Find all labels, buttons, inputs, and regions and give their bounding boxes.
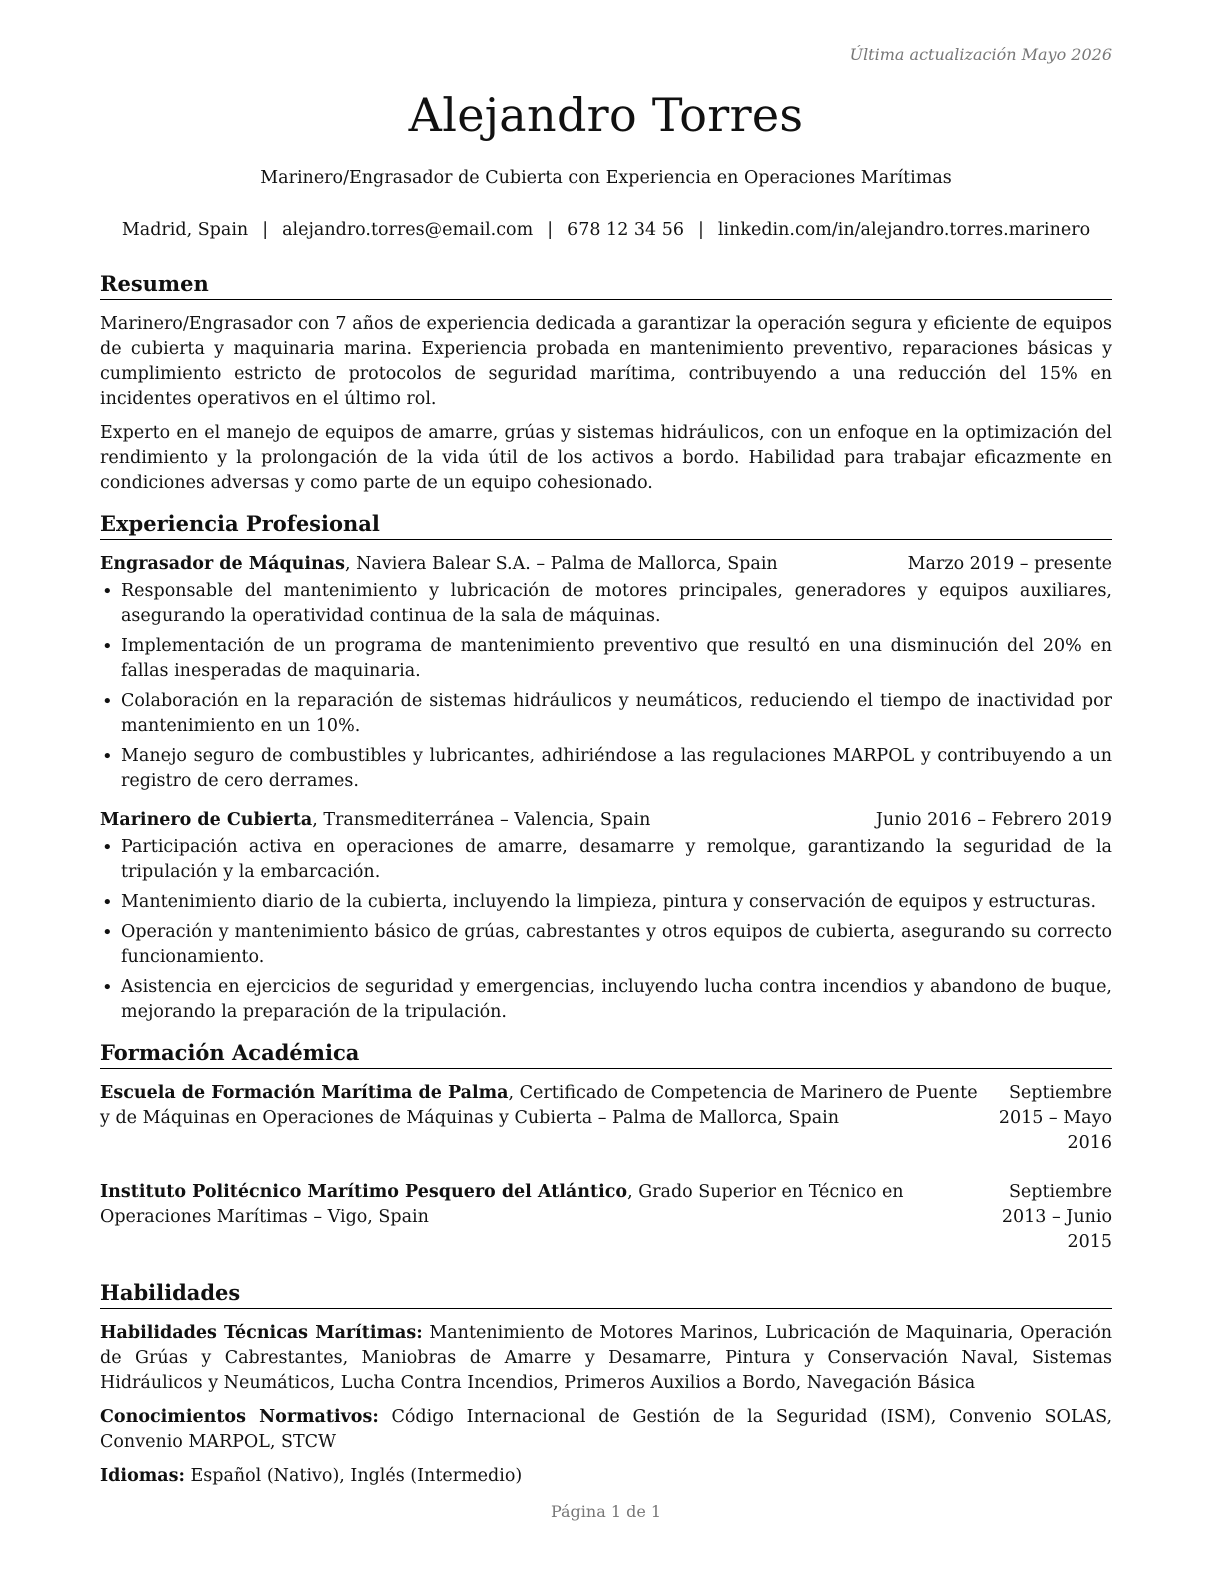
skill-value: Español (Nativo), Inglés (Intermedio): [184, 1466, 523, 1486]
job-bullets: [100, 835, 1112, 1025]
job-role: Marinero de Cubierta: [100, 810, 313, 830]
job-dates: Marzo 2019 – presente: [907, 554, 1112, 574]
contact-separator: |: [547, 220, 554, 240]
skill-group: [100, 1464, 1112, 1489]
education-section: [100, 1039, 1112, 1255]
education-item: [100, 1180, 1112, 1255]
section-title-skills: Habilidades: [100, 1279, 1112, 1309]
job-bullet: • Colaboración en la reparación de sistemas hidráulicos y neumáticos, reduciendo el tiempo de inactividad por mantenimiento en un 10%.: [100, 689, 1112, 739]
contact-email[interactable]: alejandro.torres@email.com: [282, 220, 534, 240]
job-bullets: [100, 579, 1112, 794]
job-role: Engrasador de Máquinas: [100, 554, 345, 574]
skill-group: [100, 1321, 1112, 1396]
job-bullet: • Participación activa en operaciones de amarre, desamarre y remolque, garantizando la seguridad de la tripulación y la embarcación.: [100, 835, 1112, 885]
job-bullet: • Manejo seguro de combustibles y lubricantes, adhiriéndose a las regulaciones MARPOL y contribuyendo a un registro de cero derrames.: [100, 744, 1112, 794]
section-title-education: Formación Académica: [100, 1039, 1112, 1069]
last-updated: Última actualización Mayo 2026: [849, 45, 1112, 64]
section-title-summary: Resumen: [100, 270, 1112, 300]
job-header: [100, 552, 1112, 577]
job-title-line: [100, 552, 778, 577]
job-company: , Naviera Balear S.A. – Palma de Mallorca, Spain: [344, 554, 778, 574]
skill-label: Conocimientos Normativos:: [100, 1407, 379, 1427]
skill-label: Idiomas:: [100, 1466, 185, 1486]
contact-line: [92, 220, 1120, 240]
summary-section: [100, 270, 1112, 496]
summary-paragraph: Experto en el manejo de equipos de amarre, grúas y sistemas hidráulicos, con un enfoque en la optimización del rendimiento y la prolongación de la vida útil de los activos a bordo. Habilidad para trabajar eficazmente en condiciones adversas y como parte de un equipo cohesionado.: [100, 423, 1112, 493]
summary-paragraph: Marinero/Engrasador con 7 años de experiencia dedicada a garantizar la operación segura y eficiente de equipos de cubierta y maquinaria marina. Experiencia probada en mantenimiento preventivo, reparaciones básicas y cumplimiento estricto de protocolos de seguridad marítima, contribuyendo a una reducción del 15% en incidentes operativos en el último rol.: [100, 314, 1112, 409]
skill-group: [100, 1405, 1112, 1455]
job-bullet: • Operación y mantenimiento básico de grúas, cabrestantes y otros equipos de cubierta, asegurando su correcto funcionamiento.: [100, 920, 1112, 970]
job-bullet: • Implementación de un programa de mantenimiento preventivo que resultó en una disminución del 20% en fallas inesperadas de maquinaria.: [100, 634, 1112, 684]
contact-separator: |: [262, 220, 269, 240]
section-title-experience: Experiencia Profesional: [100, 510, 1112, 540]
job-title-line: [100, 808, 650, 833]
job-bullet: • Asistencia en ejercicios de seguridad y emergencias, incluyendo lucha contra incendios y abandono de buque, mejorando la preparación de la tripulación.: [100, 975, 1112, 1025]
contact-phone[interactable]: 678 12 34 56: [567, 220, 684, 240]
skill-label: Habilidades Técnicas Marítimas:: [100, 1323, 423, 1343]
education-item: [100, 1081, 1112, 1156]
job-company: , Transmediterránea – Valencia, Spain: [312, 810, 651, 830]
skills-section: [100, 1279, 1112, 1489]
education-dates: Septiembre 2013 – Junio 2015: [1001, 1182, 1112, 1252]
education-description: [100, 1081, 980, 1131]
skill-value: Código Internacional de Gestión de la Seguridad (ISM), Convenio SOLAS, Convenio MARPOL, STCW: [100, 1407, 1113, 1452]
resume-content: [100, 270, 1112, 1503]
page-number: Página 1 de 1: [550, 1502, 662, 1521]
education-detail: , Grado Superior en Técnico en Operaciones Marítimas – Vigo, Spain: [100, 1182, 904, 1227]
experience-section: [100, 510, 1112, 1025]
contact-location: Madrid, Spain: [121, 220, 249, 240]
headline: Marinero/Engrasador de Cubierta con Experiencia en Operaciones Marítimas: [260, 168, 952, 188]
education-description: [100, 1180, 980, 1230]
skill-value: Mantenimiento de Motores Marinos, Lubricación de Maquinaria, Operación de Grúas y Cabrestantes, Maniobras de Amarre y Desamarre, Pintura y Conservación Naval, Sistemas Hidráulicos y Neumáticos, Lucha Contra Incendios, Primeros Auxilios a Bordo, Navegación Básica: [100, 1323, 1113, 1393]
candidate-name: Alejandro Torres: [408, 88, 804, 142]
contact-linkedin[interactable]: linkedin.com/in/alejandro.torres.marinero: [717, 220, 1091, 240]
job-bullet: • Responsable del mantenimiento y lubricación de motores principales, generadores y equipos auxiliares, asegurando la operatividad continua de la sala de máquinas.: [100, 579, 1112, 629]
education-dates: Septiembre 2015 – Mayo 2016: [998, 1083, 1112, 1153]
job-bullet: • Mantenimiento diario de la cubierta, incluyendo la limpieza, pintura y conservación de equipos y estructuras.: [100, 890, 1112, 915]
education-school: Escuela de Formación Marítima de Palma: [100, 1083, 509, 1103]
job-header: [100, 808, 1112, 833]
contact-separator: |: [698, 220, 704, 240]
education-detail: , Certificado de Competencia de Marinero de Puente y de Máquinas en Operaciones de Máquinas y Cubierta – Palma de Mallorca, Spain: [100, 1083, 978, 1128]
education-school: Instituto Politécnico Marítimo Pesquero del Atlántico: [100, 1182, 628, 1202]
job-dates: Junio 2016 – Febrero 2019: [875, 810, 1112, 830]
